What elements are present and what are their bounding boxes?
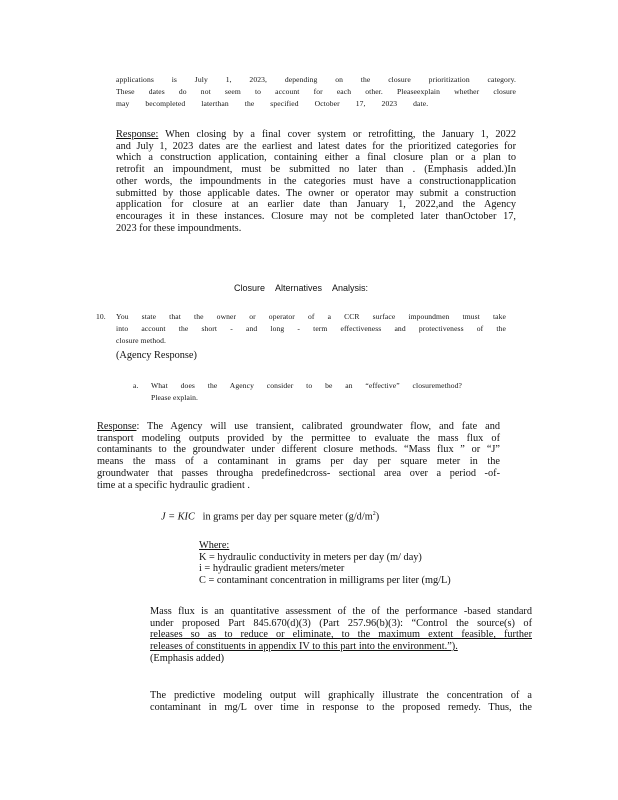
mass-flux-line: releases of constituents in appendix IV to this part into the environment.”). bbox=[150, 641, 458, 653]
sub-a-text bbox=[151, 380, 462, 404]
response-2-paragraph bbox=[97, 421, 500, 491]
section-heading: Closure Alternatives Analysis: bbox=[234, 283, 369, 293]
response-line: other words, the impoundments in the categories must have a constructionapplication bbox=[116, 175, 516, 187]
question-line: You state that the owner or operator of a CCR surface impoundmen tmust take bbox=[116, 312, 506, 321]
response-line: encourages it in these instances. Closure may not be completed later thanOctober 17, bbox=[116, 210, 516, 222]
agency-response-label: (Agency Response) bbox=[116, 350, 197, 361]
response-line: retrofit an impoundment, must be submitted no later than . (Emphasis added.)In bbox=[116, 164, 516, 176]
question-line: closure method. bbox=[116, 336, 167, 345]
sub-a-label: a. bbox=[133, 381, 139, 390]
mass-flux-line: Mass flux is an quantitative assessment of the of the performance -based standard bbox=[150, 606, 532, 617]
question-10-text bbox=[116, 311, 506, 347]
response-line: contaminants to the groundwater under different closure methods. “Mass flux ” or “J” bbox=[97, 444, 500, 456]
intro-line: may becompleted laterthan the specified October 17, 2023 date. bbox=[116, 99, 429, 108]
sub-a-line: What does the Agency consider to be an “effective” closuremethod? bbox=[151, 381, 462, 390]
response-label: Response bbox=[97, 421, 137, 432]
response-line: and July 1, 2023 dates are the earliest and latest dates for the prioritized categories for bbox=[116, 140, 516, 152]
response-line: submitted by those applicable dates. The owner or operator may submit a construction bbox=[116, 187, 516, 199]
mass-flux-formula bbox=[161, 511, 379, 522]
response-1-paragraph bbox=[116, 129, 516, 234]
response-line: transport modeling outputs provided by the permittee to evaluate the mass flux of bbox=[97, 432, 500, 444]
intro-paragraph bbox=[116, 74, 516, 110]
predictive-paragraph bbox=[150, 690, 532, 713]
response-line: which a construction application, containing either a final closure plan or a plan to bbox=[116, 152, 516, 164]
where-item: K = hydraulic conductivity in meters per day (m/ day) bbox=[199, 551, 422, 563]
where-block bbox=[199, 540, 479, 587]
response-line: 2023 for these impoundments. bbox=[116, 222, 242, 234]
formula-close: ) bbox=[375, 511, 380, 523]
mass-flux-line: (Emphasis added) bbox=[150, 652, 225, 664]
response-line: : The Agency will use transient, calibrated groundwater flow, and fate and bbox=[136, 421, 500, 432]
response-line: groundwater that passes througha predefinedcross- sectional area over a period -of- bbox=[97, 467, 500, 479]
predictive-line: The predictive modeling output will graphically illustrate the concentration of a bbox=[150, 690, 532, 701]
response-label: Response: bbox=[116, 129, 159, 140]
intro-line: applications is July 1, 2023, depending on the closure prioritization category. bbox=[116, 75, 516, 84]
mass-flux-line: under proposed Part 845.670(d)(3) (Part 257.96(b)(3): “Control the source(s) of bbox=[150, 617, 532, 629]
formula-lhs: J = KIC bbox=[161, 511, 195, 523]
where-label: Where: bbox=[199, 540, 230, 551]
predictive-line: contaminant in mg/L over time in response to the proposed remedy. Thus, the bbox=[150, 701, 532, 713]
formula-units: in grams per day per square meter (g/d/m bbox=[202, 511, 373, 523]
question-line: into account the short - and long - term effectiveness and protectiveness of the bbox=[116, 324, 506, 333]
question-10-number: 10. bbox=[96, 312, 106, 321]
mass-flux-paragraph bbox=[150, 606, 532, 665]
sub-a-line: Please explain. bbox=[151, 393, 199, 402]
response-line: time at a specific hydraulic gradient . bbox=[97, 479, 250, 491]
response-line: means the mass of a contaminant in grams per day per square meter in the bbox=[97, 456, 500, 468]
mass-flux-line: releases so as to reduce or eliminate, to the maximum extent feasible, further bbox=[150, 629, 532, 641]
where-item: C = contaminant concentration in milligrams per liter (mg/L) bbox=[199, 575, 451, 587]
response-line: When closing by a final cover system or retrofitting, the January 1, 2022 bbox=[165, 129, 517, 140]
response-line: application for closure at an earlier date than January 1, 2022,and the Agency bbox=[116, 199, 516, 211]
intro-line: These dates do not seem to account for each other. Pleaseexplain whether closure bbox=[116, 87, 516, 96]
where-item: i = hydraulic gradient meters/meter bbox=[199, 563, 345, 575]
formula-exponent: 2 bbox=[372, 511, 376, 517]
